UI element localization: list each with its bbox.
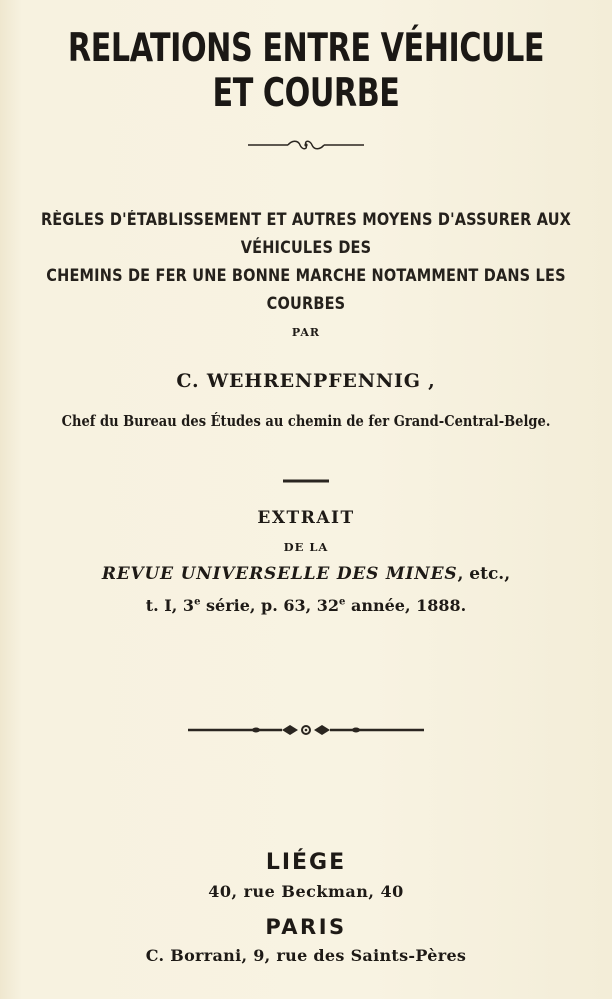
page-title: RELATIONS ENTRE VÉHICULE ET COURBE <box>67 26 545 116</box>
journal-suffix: , etc., <box>457 564 511 584</box>
chain-ornament <box>0 722 612 741</box>
author-role: Chef du Bureau des Études au chemin de fer Grand-Central-Belge. <box>61 413 551 430</box>
subtitle-line-1: RÈGLES D'ÉTABLISSEMENT ET AUTRES MOYENS D'ASSURER AUX VÉHICULES DES <box>40 210 572 257</box>
subtitle <box>37 206 576 318</box>
journal-title: REVUE UNIVERSELLE DES MINES <box>101 564 458 584</box>
journal-line <box>0 564 612 584</box>
rule-ornament <box>0 469 612 488</box>
flourish-ornament <box>0 136 612 155</box>
journal-reference: t. I, 3e série, p. 63, 32e année, 1888. <box>145 596 467 615</box>
extract-of: DE LA <box>283 540 329 554</box>
author-name: C. WEHRENPFENNIG , <box>176 370 436 392</box>
address-paris: C. Borrani, 9, rue des Saints-Pères <box>145 946 467 965</box>
extract-label: EXTRAIT <box>257 508 355 528</box>
address-liege: 40, rue Beckman, 40 <box>208 882 404 901</box>
city-liege: LIÉGE <box>265 850 347 875</box>
by-label: PAR <box>291 326 321 339</box>
subtitle-line-2: CHEMINS DE FER UNE BONNE MARCHE NOTAMMENT DANS LES COURBES <box>46 266 566 313</box>
city-paris: PARIS <box>265 915 347 939</box>
